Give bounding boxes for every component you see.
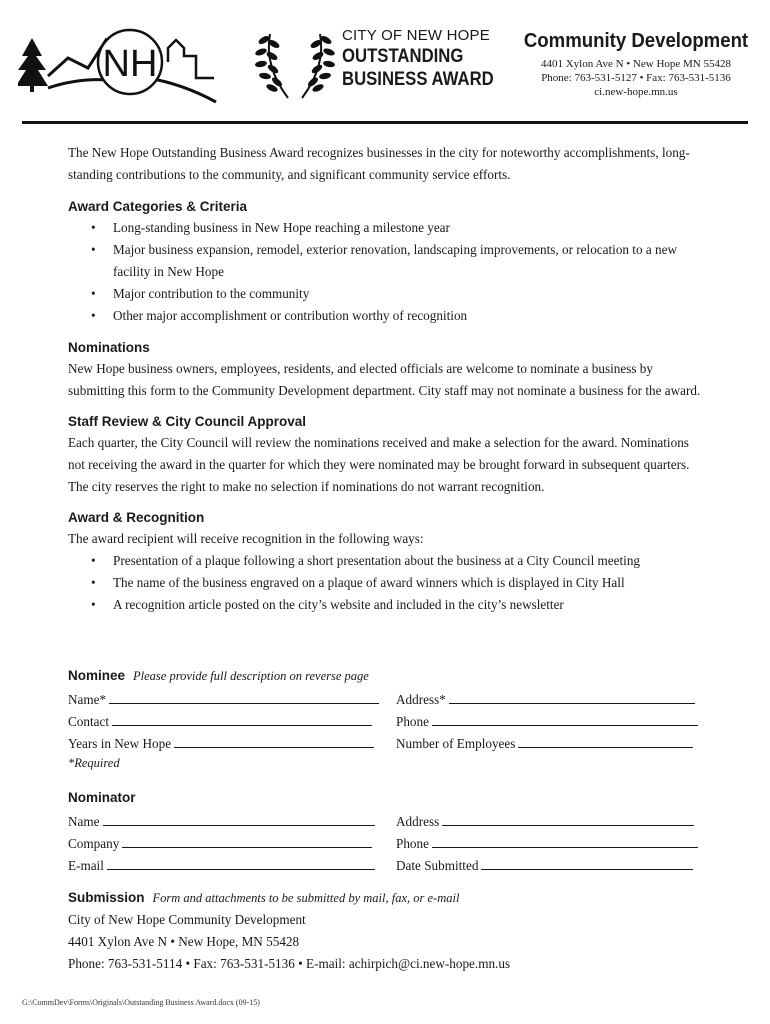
nominator-address-label: Address [396,814,440,829]
list-item: • Other major accomplishment or contribution worthy of recognition [113,305,708,327]
nominator-phone-field[interactable] [396,834,698,852]
award-title-line1: CITY OF NEW HOPE [342,27,490,44]
nominator-date-line[interactable] [481,856,693,870]
nominator-name-field[interactable] [68,812,375,830]
list-item: • Presentation of a plaque following a short presentation about the business at a City Council meeting [113,550,708,572]
submission-heading-row [68,888,459,908]
submission-line2: 4401 Xylon Ave N • New Hope, MN 55428 [68,934,300,949]
nominee-address-label: Address* [396,692,446,707]
list-item: • A recognition article posted on the city’s website and included in the city’s newsletter [113,594,708,616]
nominations-heading: Nominations [68,340,150,355]
nominee-phone-label: Phone [396,714,429,729]
nominee-contact-line[interactable] [112,712,372,726]
nominee-phone-field[interactable] [396,712,698,730]
nominator-address-field[interactable] [396,812,694,830]
intro-paragraph: The New Hope Outstanding Business Award recognizes businesses in the city for noteworthy accomplishments, long-standing contributions to the community, and significant community service efforts. [68,145,690,182]
nominator-address-line[interactable] [442,812,694,826]
award-title [342,28,514,89]
city-logo [18,18,218,106]
nominee-employees-label: Number of Employees [396,736,516,751]
laurel-wreath-icon [250,26,340,106]
nominations-text: New Hope business owners, employees, residents, and elected officials are welcome to nominate a business by submitting this form to the Community Development department. City staff may not nominate a business for the award. [68,361,701,398]
form-body [68,142,708,616]
nominee-note: Please provide full description on reverse page [133,669,369,683]
logo-letters: NH [102,43,158,85]
list-item: • Long-standing business in New Hope reaching a milestone year [113,217,708,239]
nominator-phone-label: Phone [396,836,429,851]
review-text: Each quarter, the City Council will review the nominations received and make a selection for the award. Nominations not receiving the award in the quarter for which they were nominated may be brought forward in subsequent quarters. The city reserves the right to make no selection if nominations do not warrant recognition. [68,435,690,494]
nominee-name-label: Name* [68,692,107,707]
nominee-phone-line[interactable] [432,712,698,726]
submission-line3: Phone: 763-531-5114 • Fax: 763-531-5136 • E-mail: achirpich@ci.new-hope.mn.us [68,956,511,971]
required-note: *Required [68,756,120,770]
list-item: • Major business expansion, remodel, exterior renovation, landscaping improvements, or relocation to a new facility in New Hope [113,239,708,283]
nominator-email-field[interactable] [68,856,375,874]
submission-note: Form and attachments to be submitted by mail, fax, or e-mail [152,891,460,905]
categories-list [68,217,708,327]
header-divider [22,121,748,124]
submission-heading: Submission [68,890,145,905]
recognition-list [68,550,708,616]
categories-heading: Award Categories & Criteria [68,199,248,214]
submission-line1: City of New Hope Community Development [68,912,306,927]
nominee-years-label: Years in New Hope [68,736,172,751]
nominator-email-line[interactable] [107,856,375,870]
department-website: ci.new-hope.mn.us [594,86,678,98]
nominee-name-line[interactable] [109,690,379,704]
award-title-line3: BUSINESS AWARD [342,69,494,90]
nominee-heading-row [68,666,369,686]
department-name: Community Development [523,30,749,52]
nominator-name-line[interactable] [103,812,375,826]
nominee-name-field[interactable] [68,690,379,708]
award-title-line2: OUTSTANDING [342,46,464,67]
nominator-date-field[interactable] [396,856,693,874]
footer-file-path: G:\CommDev\Forms\Originals\Outstanding Business Award.docx (09-15) [22,998,260,1007]
nominator-company-label: Company [68,836,120,851]
review-heading: Staff Review & City Council Approval [68,414,307,429]
recognition-heading: Award & Recognition [68,510,205,525]
nominator-company-line[interactable] [122,834,372,848]
list-item: • Major contribution to the community [113,283,708,305]
nominee-address-field[interactable] [396,690,695,708]
nominator-email-label: E-mail [68,858,104,873]
nominee-years-field[interactable] [68,734,374,752]
department-phone: Phone: 763-531-5127 • Fax: 763-531-5136 [541,72,731,84]
nominee-address-line[interactable] [449,690,695,704]
nominee-contact-label: Contact [68,714,110,729]
nominator-phone-line[interactable] [432,834,698,848]
nominator-date-label: Date Submitted [396,858,479,873]
department-info [510,30,762,99]
nominator-name-label: Name [68,814,100,829]
nominee-heading: Nominee [68,668,126,683]
nominator-company-field[interactable] [68,834,372,852]
nominee-employees-field[interactable] [396,734,693,752]
list-item: • The name of the business engraved on a plaque of award winners which is displayed in City Hall [113,572,708,594]
department-address: 4401 Xylon Ave N • New Hope MN 55428 [540,58,732,70]
recognition-intro: The award recipient will receive recognition in the following ways: [68,531,424,546]
nominee-contact-field[interactable] [68,712,372,730]
nominee-years-line[interactable] [174,734,374,748]
nominee-employees-line[interactable] [518,734,693,748]
nominator-heading: Nominator [68,790,136,805]
